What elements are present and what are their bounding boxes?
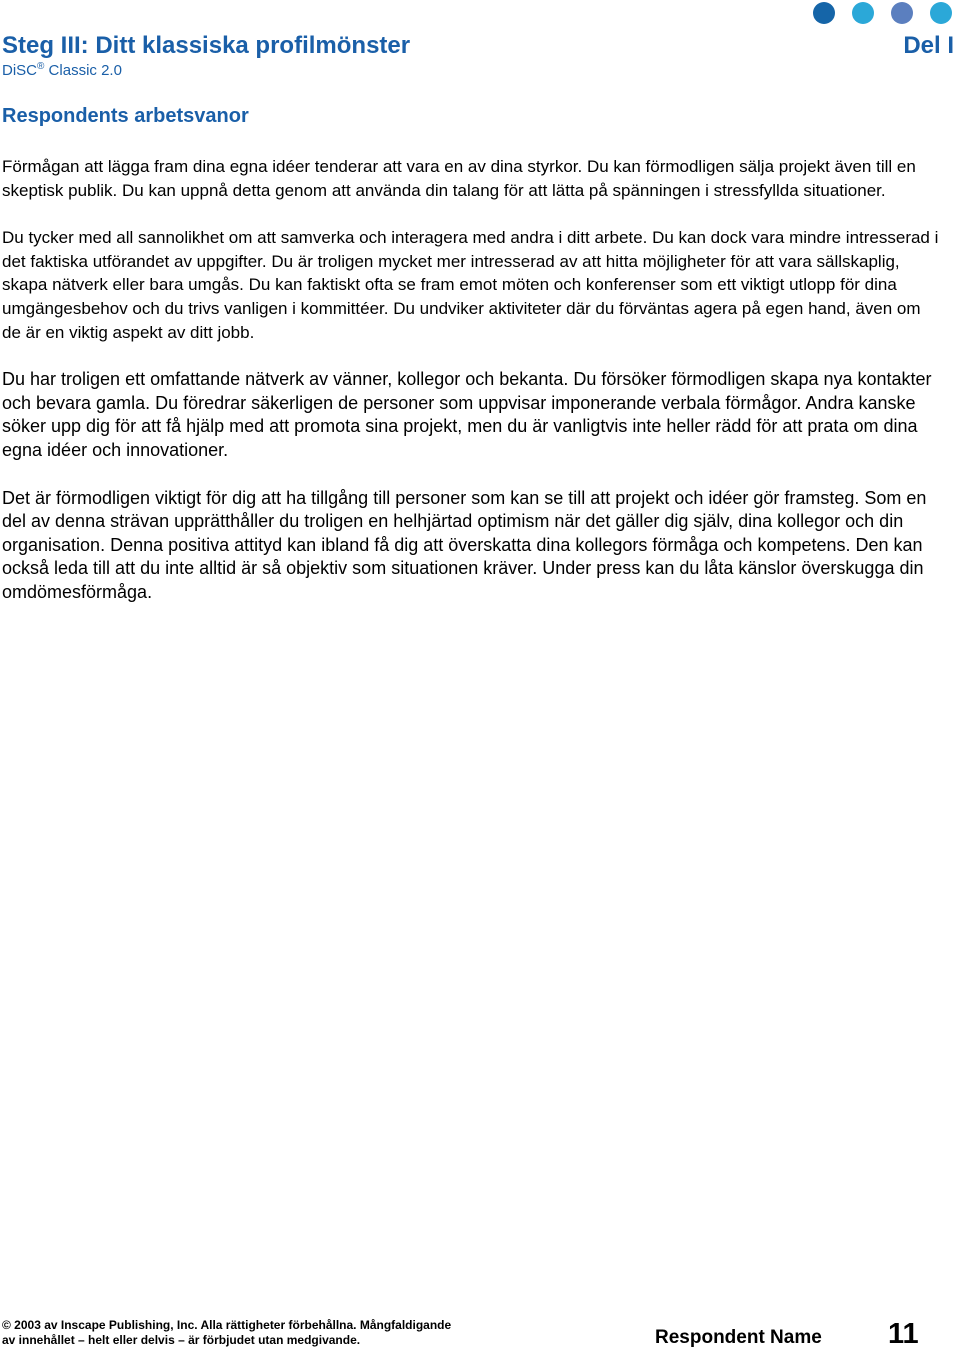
- section-heading: Respondents arbetsvanor: [2, 105, 249, 127]
- paragraph-3: Du har troligen ett omfattande nätverk av vänner, kollegor och bekanta. Du försöker förmodligen skapa nya kontakter och bevara gamla. Du föredrar säkerligen de personer som uppvisar imponerande verbala förmågor. Andra kanske söker upp dig för att få hjälp med att promota sina projekt, men du är vanligtvis inte heller rädd för att prata om dina egna idéer och innovationer.: [2, 369, 932, 460]
- page-number: 11: [888, 1318, 919, 1350]
- paragraph-2: Du tycker med all sannolikhet om att samverka och interagera med andra i ditt arbete. Du kan dock vara mindre intresserad i det faktiska utförandet av uppgifter. Du är troligen mycket mer intresserad av att hitta möjligheter för att vara sällskaplig, skapa nätverk eller bara umgås. Du kan faktiskt ofta se fram emot möten och konferenser som ett viktigt utlopp för dina umgängesbehov och du trivs vanligen i kommittéer. Du undviker aktiviteter där du förväntas agera på egen hand, även om de är en viktig aspekt av ditt jobb.: [2, 228, 939, 342]
- subtitle-brand: DiSC: [2, 62, 38, 79]
- dot-3: [891, 2, 913, 24]
- copyright-line-2: av innehållet – helt eller delvis – är förbjudet utan medgivande.: [2, 1333, 361, 1347]
- dot-2: [852, 2, 874, 24]
- dot-4: [930, 2, 952, 24]
- decorative-dots: [813, 2, 952, 24]
- respondent-name: Respondent Name: [655, 1327, 822, 1348]
- copyright-line-1: © 2003 av Inscape Publishing, Inc. Alla rättigheter förbehållna. Mångfaldigande: [2, 1318, 452, 1332]
- body-text: [2, 155, 942, 629]
- paragraph-4: Det är förmodligen viktigt för dig att ha tillgång till personer som kan se till att projekt och idéer gör framsteg. Som en del av denna strävan upprätthåller du troligen en helhjärtad optimism när det gäller dig själv, dina kollegor och din organisation. Denna positiva attityd kan ibland få dig att överskatta dina kollegors förmåga och kompetens. Den kan också leda till att du inte alltid är så objektiv som situationen kräver. Under press kan du låta känslor överskugga din omdömesförmåga.: [2, 487, 927, 602]
- registered-mark: ®: [37, 61, 45, 72]
- subtitle-version: Classic 2.0: [44, 62, 122, 79]
- page-subtitle: [2, 61, 122, 79]
- paragraph-1: Förmågan att lägga fram dina egna idéer tenderar att vara en av dina styrkor. Du kan förmodligen sälja projekt även till en skeptisk publik. Du kan uppnå detta genom att använda din talang för att lätta på spänningen i stressfyllda situationer.: [2, 157, 916, 200]
- copyright-notice: [2, 1318, 451, 1348]
- page-title: Steg III: Ditt klassiska profilmönster: [2, 32, 411, 59]
- dot-1: [813, 2, 835, 24]
- part-label: Del I: [903, 32, 954, 59]
